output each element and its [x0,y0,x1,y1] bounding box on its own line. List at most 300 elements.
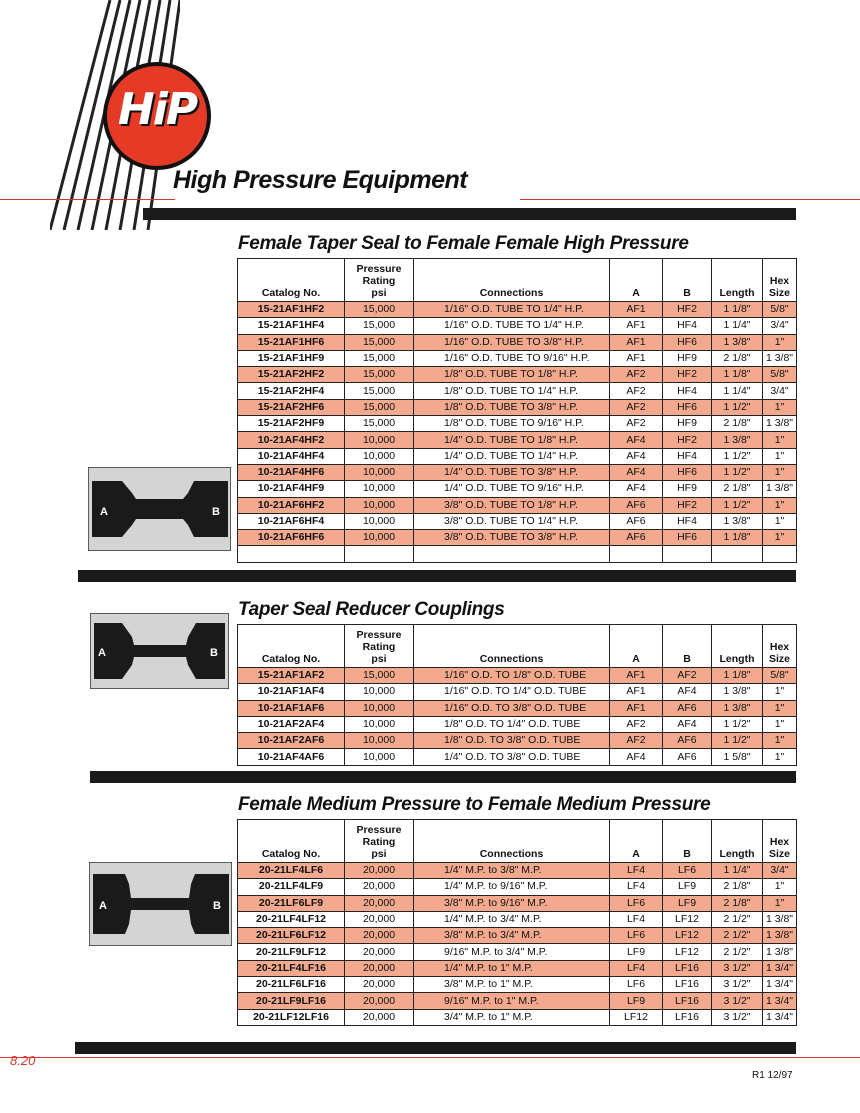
pressure-cell: 20,000 [345,944,414,960]
col-catalog-header [238,625,345,668]
table-row [238,481,797,497]
table-row [238,497,797,513]
col-a-header-line: A [632,848,640,860]
hex-cell: 1 3/8" [763,911,797,927]
pressure-cell: 10,000 [345,432,414,448]
hex-cell: 1 3/8" [763,928,797,944]
catalog-cell: 10-21AF1AF6 [238,700,345,716]
b-cell [663,546,712,562]
hex-cell: 1" [763,895,797,911]
col-catalog-header-line: Catalog No. [261,653,321,665]
a-cell: AF4 [610,448,663,464]
footer-rule [0,1057,860,1058]
connections-cell: 1/16" O.D. TUBE TO 1/4" H.P. [414,302,610,318]
fitting-diagram [89,862,232,946]
length-cell: 2 1/8" [712,350,763,366]
hex-cell: 1 3/8" [763,944,797,960]
b-cell: LF9 [663,879,712,895]
b-cell: HF9 [663,416,712,432]
pressure-cell: 15,000 [345,302,414,318]
hex-cell: 1 3/4" [763,960,797,976]
b-cell: HF2 [663,367,712,383]
a-cell: AF6 [610,530,663,546]
length-cell: 1 1/8" [712,302,763,318]
pressure-cell: 15,000 [345,350,414,366]
pressure-cell: 20,000 [345,928,414,944]
a-cell: AF1 [610,668,663,684]
a-cell: AF1 [610,350,663,366]
table-row [238,928,797,944]
table-header-row [238,820,797,863]
pressure-cell: 10,000 [345,716,414,732]
table-row [238,993,797,1009]
length-cell: 1 1/4" [712,383,763,399]
hex-cell: 1" [763,530,797,546]
length-cell: 2 1/8" [712,879,763,895]
connections-cell: 1/16" O.D. TO 1/8" O.D. TUBE [414,668,610,684]
pressure-cell: 20,000 [345,879,414,895]
catalog-cell: 10-21AF4HF2 [238,432,345,448]
connections-cell: 1/16" O.D. TO 1/4" O.D. TUBE [414,684,610,700]
table-row [238,334,797,350]
length-cell: 1 1/4" [712,318,763,334]
table-row [238,863,797,879]
length-cell: 2 1/2" [712,928,763,944]
table-row [238,448,797,464]
connections-cell: 3/4" M.P. to 1" M.P. [414,1009,610,1025]
length-cell: 1 3/8" [712,700,763,716]
pressure-cell: 15,000 [345,334,414,350]
catalog-cell: 20-21LF9LF12 [238,944,345,960]
table-row [238,684,797,700]
spec-table [237,258,797,563]
connections-cell: 3/8" M.P. to 1" M.P. [414,977,610,993]
col-pressure-header-line: psi [371,287,387,299]
b-cell: HF4 [663,513,712,529]
col-connections-header [414,820,610,863]
catalog-cell: 10-21AF1AF4 [238,684,345,700]
pressure-cell: 15,000 [345,399,414,415]
col-pressure-header-line: Pressure [356,824,402,836]
col-connections-header [414,625,610,668]
connections-cell: 3/8" O.D. TUBE TO 3/8" H.P. [414,530,610,546]
connections-cell: 1/4" M.P. to 3/4" M.P. [414,911,610,927]
hex-cell: 1" [763,464,797,480]
b-cell: AF4 [663,716,712,732]
table-row [238,895,797,911]
length-cell: 1 1/8" [712,668,763,684]
header-rule-right [520,199,860,200]
col-catalog-header [238,259,345,302]
length-cell: 2 1/2" [712,911,763,927]
a-cell: AF1 [610,302,663,318]
pressure-cell: 20,000 [345,895,414,911]
pressure-cell: 15,000 [345,318,414,334]
connections-cell: 1/8" O.D. TO 3/8" O.D. TUBE [414,733,610,749]
col-pressure-header-line: psi [371,848,387,860]
hex-cell: 1" [763,749,797,765]
connections-cell: 1/4" O.D. TUBE TO 1/8" H.P. [414,432,610,448]
hex-cell: 1 3/4" [763,977,797,993]
connections-cell: 1/16" O.D. TUBE TO 9/16" H.P. [414,350,610,366]
b-cell: LF12 [663,928,712,944]
catalog-cell: 10-21AF6HF2 [238,497,345,513]
pressure-cell: 15,000 [345,416,414,432]
col-length-header [712,820,763,863]
a-cell: AF2 [610,383,663,399]
catalog-cell [238,546,345,562]
header-rule [0,199,175,200]
catalog-cell: 15-21AF2HF4 [238,383,345,399]
catalog-cell: 10-21AF4HF6 [238,464,345,480]
a-cell: AF4 [610,464,663,480]
table-row [238,944,797,960]
pressure-cell: 10,000 [345,464,414,480]
b-cell: LF16 [663,993,712,1009]
a-cell: LF6 [610,928,663,944]
b-cell: HF9 [663,481,712,497]
pressure-cell: 20,000 [345,911,414,927]
connections-cell: 3/8" M.P. to 9/16" M.P. [414,895,610,911]
a-cell: AF6 [610,497,663,513]
length-cell: 1 1/2" [712,733,763,749]
pressure-cell: 20,000 [345,977,414,993]
length-cell: 1 3/8" [712,684,763,700]
table-header-row [238,625,797,668]
catalog-cell: 15-21AF2HF2 [238,367,345,383]
b-cell: AF2 [663,668,712,684]
a-cell: LF4 [610,911,663,927]
revision-code: R1 12/97 [752,1070,793,1081]
pressure-cell: 10,000 [345,749,414,765]
a-cell: LF12 [610,1009,663,1025]
hex-cell: 1 3/8" [763,481,797,497]
col-catalog-header-line: Catalog No. [261,287,321,299]
col-length-header [712,259,763,302]
length-cell [712,546,763,562]
connections-cell: 1/8" O.D. TUBE TO 9/16" H.P. [414,416,610,432]
hex-cell: 1 3/8" [763,350,797,366]
b-cell: AF6 [663,700,712,716]
a-cell: LF4 [610,879,663,895]
a-cell: AF6 [610,513,663,529]
col-pressure-header-line: Pressure [356,263,402,275]
connections-cell: 1/4" O.D. TUBE TO 3/8" H.P. [414,464,610,480]
table-row [238,383,797,399]
col-pressure-header-line: Rating [362,836,396,848]
length-cell: 3 1/2" [712,960,763,976]
page-title: High Pressure Equipment [173,166,468,194]
col-pressure-header [345,820,414,863]
col-pressure-header [345,259,414,302]
col-hex-header [763,820,797,863]
hex-cell [763,546,797,562]
col-b-header-line: B [683,287,691,299]
length-cell: 3 1/2" [712,977,763,993]
hex-cell: 1" [763,513,797,529]
catalog-cell: 20-21LF6LF12 [238,928,345,944]
b-cell: HF2 [663,432,712,448]
fitting-diagram [90,613,229,689]
length-cell: 1 1/4" [712,863,763,879]
section-divider [75,1042,796,1054]
catalog-cell: 15-21AF1HF9 [238,350,345,366]
b-cell: LF12 [663,911,712,927]
length-cell: 1 1/2" [712,399,763,415]
connections-cell: 9/16" M.P. to 1" M.P. [414,993,610,1009]
col-connections-header-line: Connections [479,848,544,860]
hex-cell: 1" [763,700,797,716]
col-b-header-line: B [683,653,691,665]
length-cell: 3 1/2" [712,993,763,1009]
page-number: 8.20 [10,1053,36,1068]
catalog-cell: 10-21AF4HF9 [238,481,345,497]
catalog-cell: 10-21AF6HF4 [238,513,345,529]
catalog-cell: 20-21LF4LF9 [238,879,345,895]
catalog-cell: 20-21LF12LF16 [238,1009,345,1025]
pressure-cell: 10,000 [345,497,414,513]
b-cell: LF16 [663,1009,712,1025]
connections-cell: 3/8" O.D. TUBE TO 1/4" H.P. [414,513,610,529]
a-cell: LF6 [610,895,663,911]
logo-text: HiP [117,84,197,135]
col-connections-header [414,259,610,302]
b-cell: AF6 [663,733,712,749]
col-hex-header-line: Hex [769,275,790,287]
section-title: Female Medium Pressure to Female Medium Pressure [238,794,711,815]
b-cell: LF6 [663,863,712,879]
hex-cell: 1 3/4" [763,993,797,1009]
catalog-cell: 20-21LF6LF16 [238,977,345,993]
b-cell: LF12 [663,944,712,960]
pressure-cell: 20,000 [345,993,414,1009]
table-row [238,302,797,318]
pressure-cell: 10,000 [345,684,414,700]
diagram-label-a: A [99,900,107,912]
col-a-header [610,820,663,863]
hex-cell: 5/8" [763,302,797,318]
pressure-cell: 10,000 [345,448,414,464]
hex-cell: 1 3/8" [763,416,797,432]
length-cell: 1 1/8" [712,367,763,383]
length-cell: 1 3/8" [712,432,763,448]
col-connections-header-line: Connections [479,287,544,299]
fitting-diagram [88,467,231,551]
a-cell: AF2 [610,399,663,415]
b-cell: HF2 [663,302,712,318]
col-hex-header [763,625,797,668]
col-a-header-line: A [632,287,640,299]
section-title: Female Taper Seal to Female Female High Pressure [238,233,689,254]
b-cell: HF9 [663,350,712,366]
col-length-header-line: Length [719,653,755,665]
table-row [238,513,797,529]
connections-cell: 1/4" M.P. to 3/8" M.P. [414,863,610,879]
pressure-cell: 10,000 [345,513,414,529]
diagram-label-a: A [98,647,106,659]
a-cell: AF4 [610,749,663,765]
company-logo [103,62,211,170]
col-hex-header-line: Size [768,287,790,299]
table-row [238,318,797,334]
col-catalog-header-line: Catalog No. [261,848,321,860]
pressure-cell: 15,000 [345,383,414,399]
catalog-cell: 15-21AF2HF9 [238,416,345,432]
table-row [238,716,797,732]
hex-cell: 1" [763,684,797,700]
pressure-cell [345,546,414,562]
pressure-cell: 10,000 [345,481,414,497]
col-pressure-header-line: Pressure [356,629,402,641]
hex-cell: 3/4" [763,318,797,334]
b-cell: HF4 [663,318,712,334]
b-cell: LF16 [663,977,712,993]
col-a-header-line: A [632,653,640,665]
length-cell: 1 1/2" [712,448,763,464]
b-cell: AF6 [663,749,712,765]
catalog-cell: 15-21AF1HF4 [238,318,345,334]
hex-cell: 1" [763,432,797,448]
pressure-cell: 15,000 [345,668,414,684]
table-row [238,749,797,765]
a-cell: LF4 [610,960,663,976]
table-row [238,530,797,546]
hex-cell: 1" [763,716,797,732]
connections-cell: 1/4" O.D. TUBE TO 1/4" H.P. [414,448,610,464]
a-cell: LF9 [610,993,663,1009]
diagram-label-b: B [213,900,221,912]
pressure-cell: 10,000 [345,700,414,716]
connections-cell [414,546,610,562]
col-b-header [663,625,712,668]
a-cell: AF4 [610,481,663,497]
table-row [238,350,797,366]
table-row [238,399,797,415]
diagram-label-a: A [100,506,108,518]
section-divider [78,570,796,582]
hex-cell: 1" [763,733,797,749]
b-cell: LF9 [663,895,712,911]
catalog-cell: 15-21AF1HF6 [238,334,345,350]
pressure-cell: 10,000 [345,530,414,546]
catalog-cell: 10-21AF2AF6 [238,733,345,749]
length-cell: 2 1/8" [712,481,763,497]
col-b-header [663,820,712,863]
col-pressure-header-line: psi [371,653,387,665]
length-cell: 3 1/2" [712,1009,763,1025]
table-row [238,1009,797,1025]
a-cell: AF4 [610,432,663,448]
spec-table [237,624,797,766]
b-cell: HF6 [663,334,712,350]
b-cell: HF4 [663,448,712,464]
length-cell: 1 3/8" [712,513,763,529]
catalog-cell: 15-21AF1HF2 [238,302,345,318]
col-length-header-line: Length [719,287,755,299]
catalog-cell: 20-21LF4LF16 [238,960,345,976]
b-cell: HF4 [663,383,712,399]
a-cell: LF4 [610,863,663,879]
a-cell: AF2 [610,733,663,749]
table-row [238,367,797,383]
col-catalog-header [238,820,345,863]
a-cell: AF1 [610,318,663,334]
hex-cell: 5/8" [763,367,797,383]
col-hex-header-line: Hex [769,641,790,653]
catalog-cell: 15-21AF2HF6 [238,399,345,415]
hex-cell: 3/4" [763,863,797,879]
a-cell: AF2 [610,367,663,383]
length-cell: 1 5/8" [712,749,763,765]
connections-cell: 1/16" O.D. TO 3/8" O.D. TUBE [414,700,610,716]
a-cell: AF1 [610,700,663,716]
a-cell: AF1 [610,334,663,350]
col-length-header [712,625,763,668]
length-cell: 1 1/2" [712,716,763,732]
b-cell: HF6 [663,399,712,415]
b-cell: LF16 [663,960,712,976]
a-cell [610,546,663,562]
catalog-cell: 20-21LF4LF12 [238,911,345,927]
col-length-header-line: Length [719,848,755,860]
table-row [238,911,797,927]
a-cell: AF2 [610,416,663,432]
col-hex-header-line: Size [768,653,790,665]
section-divider [143,208,796,220]
col-b-header [663,259,712,302]
hex-cell: 1" [763,497,797,513]
section-title: Taper Seal Reducer Couplings [238,599,505,620]
length-cell: 2 1/8" [712,416,763,432]
a-cell: AF1 [610,684,663,700]
connections-cell: 1/8" O.D. TUBE TO 1/4" H.P. [414,383,610,399]
connections-cell: 3/8" M.P. to 3/4" M.P. [414,928,610,944]
a-cell: LF9 [610,944,663,960]
catalog-cell: 10-21AF4HF4 [238,448,345,464]
section-divider [90,771,796,783]
pressure-cell: 20,000 [345,863,414,879]
table-row [238,416,797,432]
pressure-cell: 20,000 [345,960,414,976]
connections-cell: 1/4" M.P. to 1" M.P. [414,960,610,976]
catalog-cell: 10-21AF6HF6 [238,530,345,546]
hex-cell: 3/4" [763,383,797,399]
table-row [238,464,797,480]
hex-cell: 1" [763,399,797,415]
table-header-row [238,259,797,302]
length-cell: 2 1/8" [712,895,763,911]
catalog-cell: 20-21LF6LF9 [238,895,345,911]
length-cell: 1 3/8" [712,334,763,350]
length-cell: 2 1/2" [712,944,763,960]
catalog-cell: 10-21AF2AF4 [238,716,345,732]
catalog-cell: 20-21LF4LF6 [238,863,345,879]
table-row [238,668,797,684]
col-a-header [610,259,663,302]
catalog-cell: 15-21AF1AF2 [238,668,345,684]
col-pressure-header-line: Rating [362,275,396,287]
diagram-label-b: B [212,506,220,518]
table-row [238,733,797,749]
connections-cell: 1/16" O.D. TUBE TO 3/8" H.P. [414,334,610,350]
b-cell: HF6 [663,464,712,480]
connections-cell: 1/4" O.D. TUBE TO 9/16" H.P. [414,481,610,497]
col-hex-header-line: Size [768,848,790,860]
col-connections-header-line: Connections [479,653,544,665]
connections-cell: 1/8" O.D. TUBE TO 1/8" H.P. [414,367,610,383]
table-row [238,432,797,448]
spec-table [237,819,797,1026]
